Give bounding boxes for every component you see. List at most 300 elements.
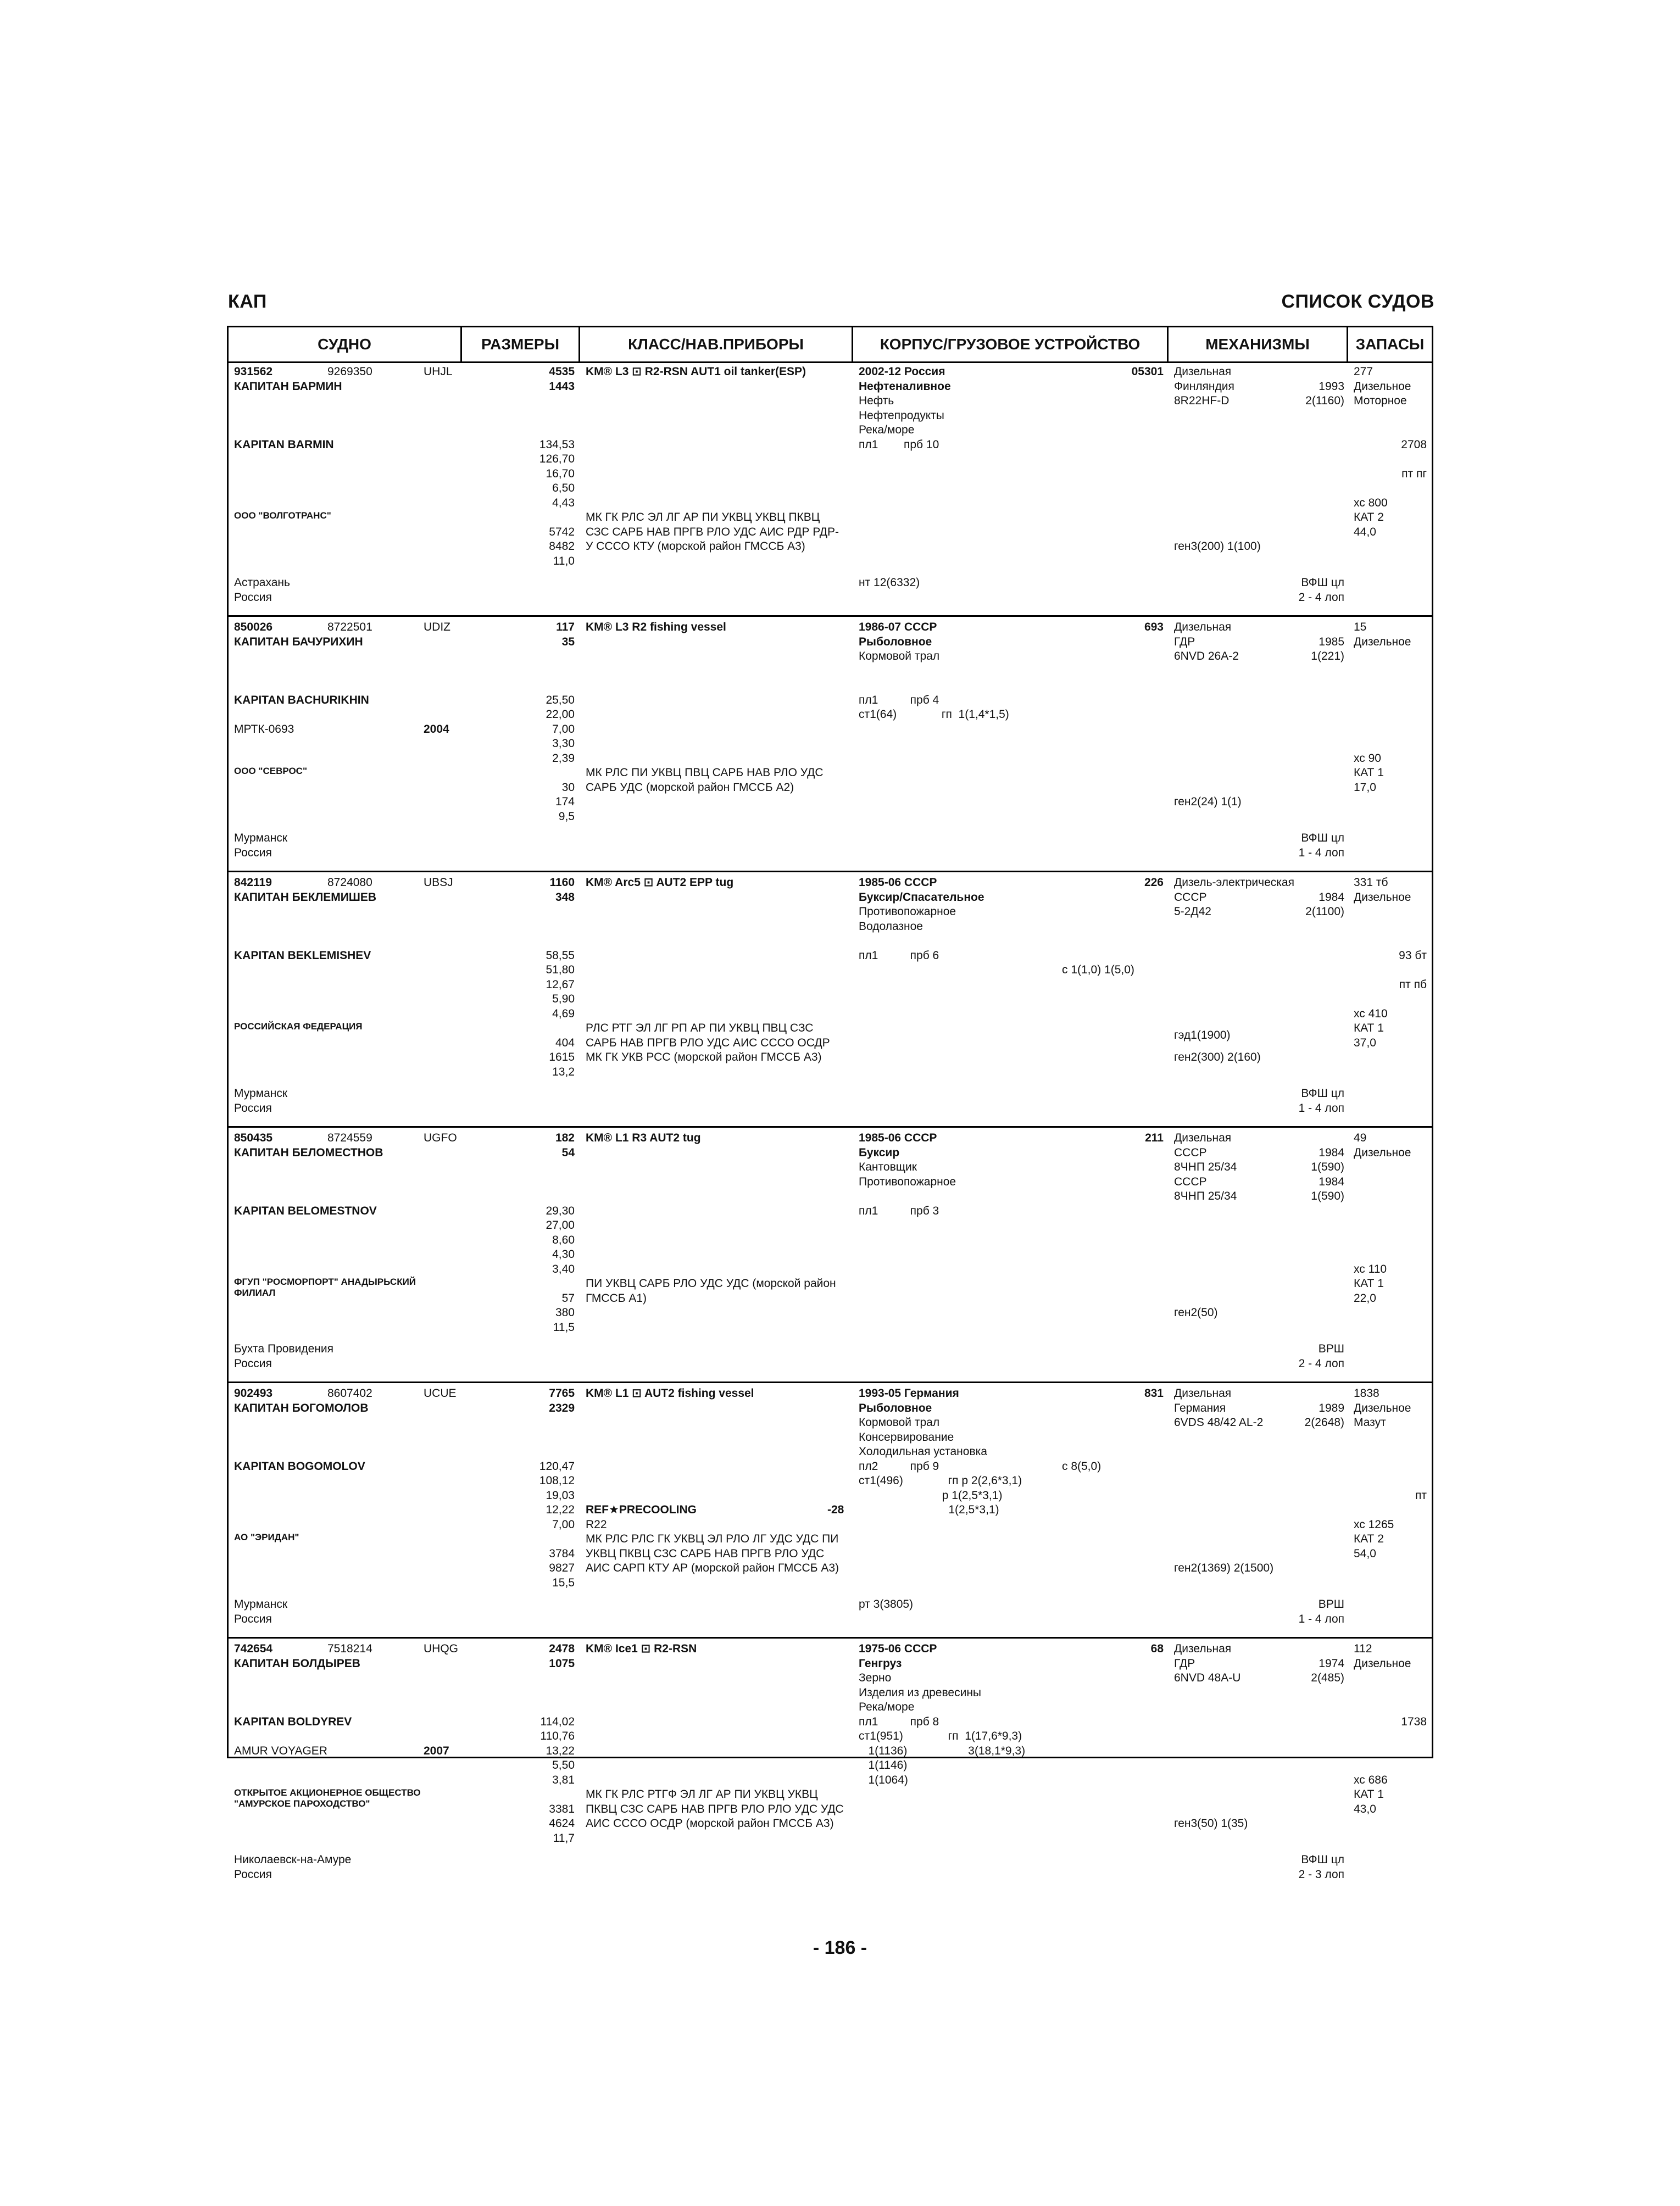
col-sizes: РАЗМЕРЫ [462,327,580,361]
hull-line: пл1 прб 6 [859,949,939,962]
size-value: 4624 [549,1817,575,1830]
engine-line: 8R22HF-D [1174,394,1230,407]
hull-line: Нефтепродукты [859,409,944,422]
hull-cell [859,1386,1164,1634]
col-ship: СУДНО [229,327,462,361]
propeller: ВФШ цл [1301,576,1344,589]
size-value: 7,00 [552,722,575,736]
col-class: КЛАСС/НАВ.ПРИБОРЫ [580,327,853,361]
sizes-cell [462,1131,575,1378]
stores-value: КАТ 1 [1354,1022,1384,1034]
stores-value: Дизельное [1354,635,1411,648]
size-value: 22,00 [546,708,575,721]
flag-country: Россия [234,846,272,859]
imo-number: 8607402 [327,1387,372,1400]
stores-value: 49 [1354,1132,1367,1144]
hull-line: пл1 прб 3 [859,1204,939,1217]
ship-entry [229,872,1432,1128]
size-value: 4,43 [552,496,575,509]
nav-equipment: МК РЛС РЛС ГК УКВЦ ЭЛ РЛО ЛГ УДС УДС ПИ УКВЦ ПКВЦ СЗС САРБ НАВ ПРГВ РЛО УДС АИС САРП КТУ АР (морской район ГМССБ А3) [586,1533,839,1574]
size-value: 54 [561,1146,575,1159]
hull-line: ст1(64) гп 1(1,4*1,5) [859,708,1009,721]
class-cell [586,1131,849,1378]
size-value: 174 [555,795,575,808]
ship-name-en: KAPITAN BOLDYREV [234,1715,352,1728]
stores-value: 112 [1354,1642,1372,1655]
ship-name-en: KAPITAN BARMIN [234,438,334,451]
stores-value: Моторное [1354,394,1407,407]
size-value: 4,30 [552,1248,575,1261]
stores-value: хс 686 [1354,1773,1388,1786]
size-value: 5,50 [552,1759,575,1772]
size-value: 12,22 [546,1503,575,1516]
size-value: 15,5 [552,1576,575,1589]
propeller: ВРШ [1318,1342,1344,1356]
size-value: 3,30 [552,737,575,750]
nav-equipment: РЛС РТГ ЭЛ ЛГ РП АР ПИ УКВЦ ПВЦ СЗС САРБ НАВ ПРГВ РЛО УДС АИС СССО ОСДР МК ГК УКВ РСС (морской район ГМССБ А3) [586,1022,830,1063]
engine-line: 6NVD 48A-U [1174,1672,1241,1684]
size-value: 27,00 [546,1219,575,1232]
engine-line: 8ЧНП 25/34 [1174,1190,1237,1202]
size-value: 13,22 [546,1744,575,1757]
size-value: 404 [555,1036,575,1049]
page-number: - 186 - [813,1937,867,1958]
engine-line: СССР [1174,1146,1207,1159]
ship-cell [234,365,459,612]
engine-line: 6NVD 26A-2 [1174,650,1239,662]
ship-entry [229,1128,1432,1383]
size-value: 117 [556,621,575,633]
reg-number: 850026 [234,621,273,633]
sizes-cell [462,620,575,867]
build-year-country: 1985-06 СССР [859,1132,937,1144]
size-value: 11,5 [553,1321,575,1334]
engine-line-value: 1985 [1319,635,1344,648]
size-value: 5742 [549,525,575,538]
imo-number: 8724080 [327,876,372,889]
hull-line: Буксир/Спасательное [859,890,984,904]
sizes-cell [462,365,575,612]
size-value: 2329 [549,1401,575,1414]
stores-value: 1838 [1354,1387,1379,1400]
imo-number: 8722501 [327,621,372,633]
ship-name-ru: КАПИТАН БОГОМОЛОВ [234,1401,369,1414]
stores-value: КАТ 1 [1354,1277,1384,1290]
size-value: 51,80 [546,963,575,976]
ref-temp: -28 [827,1503,844,1516]
stores-value: Дизельное [1354,890,1411,904]
home-port: Астрахань [234,576,290,589]
stores-value: КАТ 2 [1354,1533,1384,1545]
size-value: 9,5 [558,810,575,823]
ship-entry [229,617,1432,872]
call-sign: UHJL [424,365,453,378]
stores-value: пт пб [1399,978,1427,991]
hull-line: Кормовой трал [859,1416,940,1429]
hull-cell [859,876,1164,1123]
call-sign: UBSJ [424,876,453,889]
size-value: 4,69 [552,1007,575,1020]
size-value: 2478 [549,1642,575,1655]
hull-line: Кантовщик [859,1161,917,1173]
size-value: 1443 [549,380,575,393]
ship-entry [229,1639,1432,1894]
nav-equipment: МК ГК РЛС РТГФ ЭЛ ЛГ АР ПИ УКВЦ УКВЦ ПКВЦ СЗС САРБ НАВ ПРГВ РЛО РЛО УДС УДС АИС СССО ОСДР (морской район ГМССБ А3) [586,1788,844,1830]
stores-value: Мазут [1354,1416,1386,1429]
home-port: Мурманск [234,1087,288,1100]
call-sign: UCUE [424,1387,457,1400]
hull-line: Водолазное [859,920,923,933]
stores-value: пт пг [1401,467,1427,480]
column-header-row [229,327,1432,363]
imo-number: 8724559 [327,1132,372,1144]
size-value: 35 [561,635,575,648]
stores-cell [1354,876,1429,1123]
class-notation: KM® Ice1 ⊡ R2-RSN [586,1642,697,1655]
class-notation: KM® L1 R3 AUT2 tug [586,1132,701,1144]
stores-value: КАТ 2 [1354,511,1384,523]
engines-cell [1174,876,1344,1123]
class-notation: KM® Arc5 ⊡ AUT2 EPP tug [586,876,734,889]
stores-cell [1354,1386,1429,1634]
ship-cell [234,876,459,1123]
size-value: 5,90 [552,993,575,1005]
cargo-gear: с 8(5,0) [1062,1459,1102,1473]
size-value: 3784 [549,1547,575,1560]
size-value: 11,7 [553,1831,575,1845]
hull-line: Зерно [859,1672,892,1684]
ship-cell [234,1386,459,1634]
hull-line: Кормовой трал [859,650,940,662]
col-hull: КОРПУС/ГРУЗОВОЕ УСТРОЙСТВО [853,327,1169,361]
engine-line-value: 1(221) [1311,650,1344,662]
hull-line: 1(2,5*3,1) [859,1503,999,1516]
class-cell [586,365,849,612]
hull-line: пл1 прб 8 [859,1715,939,1728]
stores-cell [1354,620,1429,867]
call-sign: UDIZ [424,621,450,633]
hull-line: Рыболовное [859,635,932,648]
generators: ген2(50) [1174,1306,1218,1319]
propeller-blades: 1 - 4 лоп [1298,1101,1344,1115]
stores-value: 37,0 [1354,1036,1376,1049]
build-year-country: 1975-06 СССР [859,1642,937,1655]
size-value: 25,50 [546,693,575,706]
hull-line: р 1(2,5*3,1) [859,1489,1003,1502]
engine-line: СССР [1174,890,1207,904]
size-value: 3,40 [552,1262,575,1275]
size-value: 348 [555,890,575,904]
hull-cell [859,365,1164,612]
former-name-year: 2004 [424,722,449,736]
hull-line: Буксир [859,1146,900,1159]
yard-number: 211 [1145,1132,1164,1144]
generators: ген3(50) 1(35) [1174,1817,1248,1830]
hull-line: ст1(951) гп 1(17,6*9,3) [859,1730,1022,1742]
engines-cell [1174,365,1344,612]
imo-number: 9269350 [327,365,372,378]
engine-line: ГДР [1174,635,1195,648]
ship-name-en: KAPITAN BEKLEMISHEV [234,949,371,962]
propeller-blades: 1 - 4 лоп [1298,1612,1344,1625]
engine-line: Германия [1174,1401,1226,1414]
home-port: Бухта Провидения [234,1342,333,1356]
hull-line: Консервирование [859,1430,954,1444]
table-body [229,361,1432,1894]
stores-value: 1738 [1401,1715,1427,1728]
ship-name-ru: КАПИТАН БЕЛОМЕСТНОВ [234,1146,383,1159]
owner-name: ООО "СЕВРОС" [234,766,308,776]
hull-line: Противопожарное [859,1175,956,1188]
stores-value: 54,0 [1354,1547,1376,1560]
size-value: 29,30 [546,1204,575,1217]
generators: ген2(300) 2(160) [1174,1051,1261,1063]
engines-cell [1174,1386,1344,1634]
size-value: 114,02 [540,1715,575,1728]
engine-line-value: 1984 [1319,1146,1344,1159]
reg-number: 850435 [234,1132,273,1144]
size-value: 7765 [549,1387,575,1400]
size-value: 4535 [549,365,575,378]
flag-country: Россия [234,1101,272,1115]
stores-value: Дизельное [1354,1146,1411,1159]
stores-value: хс 90 [1354,751,1381,765]
build-year-country: 1993-05 Германия [859,1387,959,1400]
hull-line: 1(1064) [859,1773,908,1786]
stores-cell [1354,1642,1429,1891]
size-value: 182 [555,1132,575,1144]
propeller-blades: 2 - 3 лоп [1298,1868,1344,1881]
class-notation: KM® L3 R2 fishing vessel [586,621,726,633]
engine-type: Дизельная [1174,365,1232,378]
sizes-cell [462,1386,575,1634]
ship-cell [234,1131,459,1378]
col-engines: МЕХАНИЗМЫ [1169,327,1348,361]
col-stores: ЗАПАСЫ [1355,336,1425,353]
engine-line-value: 1984 [1319,1175,1344,1188]
former-name: МРТК-0693 [234,722,294,736]
hull-cell [859,620,1164,867]
flag-country: Россия [234,591,272,604]
ref-notation: REF★PRECOOLING [586,1503,697,1516]
owner-name: ФГУП "РОСМОРПОРТ" АНАДЫРЬСКИЙ ФИЛИАЛ [234,1277,416,1298]
size-value: 7,00 [552,1518,575,1531]
call-sign: UHQG [424,1642,458,1655]
hull-line: Противопожарное [859,905,956,918]
propeller-blades: 2 - 4 лоп [1298,591,1344,604]
engine-type: Дизельная [1174,1642,1232,1655]
hull-cell [859,1642,1164,1891]
ship-name-en: KAPITAN BELOMESTNOV [234,1204,377,1217]
build-year-country: 1986-07 СССР [859,621,937,633]
refrigerant: R22 [586,1518,607,1531]
engine-line: 6VDS 48/42 AL-2 [1174,1416,1264,1429]
hull-line: ст1(496) гп р 2(2,6*3,1) [859,1474,1022,1487]
size-value: 58,55 [546,949,575,962]
hull-line: Река/море [859,424,915,436]
stores-value: Дизельное [1354,1657,1411,1670]
former-name: AMUR VOYAGER [234,1744,327,1757]
class-notation: KM® L3 ⊡ R2-RSN AUT1 oil tanker(ESP) [586,365,806,378]
hull-line: пл2 прб 9 [859,1459,939,1473]
former-name-year: 2007 [424,1744,449,1757]
size-value: 11,0 [553,554,575,567]
stores-value: 43,0 [1354,1802,1376,1815]
stores-value: 15 [1354,621,1367,633]
size-value: 380 [555,1306,575,1319]
hull-line: пл1 прб 4 [859,693,939,706]
yard-number: 831 [1144,1387,1164,1400]
engine-type: Дизельная [1174,1387,1232,1400]
hull-line: 1(1146) [859,1759,908,1772]
ship-name-ru: КАПИТАН БОЛДЫРЕВ [234,1657,360,1670]
hull-cell [859,1131,1164,1378]
home-port: Мурманск [234,832,288,845]
ship-name-ru: КАПИТАН БЕКЛЕМИШЕВ [234,890,377,904]
owner-name: РОССИЙСКАЯ ФЕДЕРАЦИЯ [234,1021,363,1032]
stores-cell [1354,1131,1429,1378]
stores-value: Дизельное [1354,1401,1411,1414]
stores-value: КАТ 1 [1354,1788,1384,1801]
class-cell [586,1642,849,1891]
engine-line-value: 1974 [1319,1657,1344,1670]
engine-line-value: 1(590) [1311,1190,1344,1202]
size-value: 126,70 [539,453,575,465]
build-year-country: 2002-12 Россия [859,365,945,378]
stores-value: 22,0 [1354,1291,1376,1305]
engine-line: 8ЧНП 25/34 [1174,1161,1237,1173]
hull-line: Изделия из древесины [859,1686,982,1699]
engine-line-value: 1(590) [1311,1161,1344,1173]
hull-line: Нефть [859,394,894,407]
header-right: СПИСОК СУДОВ [1281,291,1434,312]
engines-cell [1174,620,1344,867]
stores-cell [1354,365,1429,612]
engine-type: Дизель-электрическая [1174,876,1294,889]
stores-value: 277 [1354,365,1373,378]
size-value: 108,12 [539,1474,575,1487]
tank-capacity: рт 3(3805) [859,1598,914,1611]
call-sign: UGFO [424,1132,457,1144]
build-year-country: 1985-06 СССР [859,876,937,889]
class-cell [586,876,849,1123]
owner-name: АО "ЭРИДАН" [234,1532,299,1542]
engine-line: ГДР [1174,1657,1195,1670]
size-value: 120,47 [539,1459,575,1473]
ship-entry [229,361,1432,617]
size-value: 134,53 [539,438,575,451]
reg-number: 842119 [234,876,272,889]
size-value: 1160 [549,876,575,889]
generators: ген2(24) 1(1) [1174,795,1242,808]
generators: ген2(1369) 2(1500) [1174,1562,1274,1574]
engines-cell [1174,1642,1344,1891]
ship-name-ru: КАПИТАН БАЧУРИХИН [234,635,363,648]
hull-line: Генгруз [859,1657,902,1670]
engine-type: Дизельная [1174,1132,1232,1144]
stores-value: КАТ 1 [1354,766,1384,779]
cargo-gear: с 1(1,0) 1(5,0) [1062,963,1134,976]
size-value: 12,67 [546,978,575,991]
home-port: Николаевск-на-Амуре [234,1853,352,1867]
flag-country: Россия [234,1868,272,1881]
hull-line: Рыболовное [859,1401,932,1414]
electric-motor: гэд1(1900) [1174,1029,1231,1042]
flag-country: Россия [234,1612,272,1625]
stores-value: хс 1265 [1354,1518,1394,1531]
propeller: ВФШ цл [1301,1853,1344,1867]
stores-value: 2708 [1401,438,1427,451]
imo-number: 7518214 [327,1642,372,1655]
engines-cell [1174,1131,1344,1378]
generators: ген3(200) 1(100) [1174,540,1261,553]
stores-value: 93 бт [1399,949,1427,962]
ship-name-en: KAPITAN BACHURIKHIN [234,693,369,706]
propeller: ВФШ цл [1301,832,1344,845]
size-value: 16,70 [546,467,575,480]
size-value: 9827 [549,1562,575,1574]
stores-value: пт [1415,1489,1427,1502]
size-value: 1075 [549,1657,575,1670]
hull-line: Нефтеналивное [859,380,951,393]
yard-number: 68 [1150,1642,1164,1655]
engine-line-value: 1984 [1319,890,1344,904]
yard-number: 693 [1144,621,1164,633]
engine-line-value: 2(485) [1311,1672,1344,1684]
class-cell [586,620,849,867]
engine-line-value: 1989 [1319,1401,1344,1414]
engine-line-value: 2(1100) [1305,905,1344,918]
sizes-cell [462,1642,575,1891]
tank-capacity: нт 12(6332) [859,576,920,589]
ship-table [227,326,1433,1881]
propeller: ВРШ [1318,1598,1344,1611]
hull-line: Река/море [859,1701,915,1713]
hull-line: 1(1136) 3(18,1*9,3) [859,1744,1026,1757]
size-value: 3,81 [552,1773,575,1786]
size-value: 57 [561,1291,575,1305]
class-cell [586,1386,849,1634]
home-port: Мурманск [234,1598,288,1611]
size-value: 1615 [549,1051,575,1063]
header-left: КАП [228,291,267,312]
engine-line: Финляндия [1174,380,1234,393]
nav-equipment: МК РЛС ПИ УКВЦ ПВЦ САРБ НАВ РЛО УДС САРБ УДС (морской район ГМССБ А2) [586,766,824,794]
size-value: 30 [561,781,575,794]
flag-country: Россия [234,1357,272,1370]
engine-line-value: 2(1160) [1305,394,1344,407]
owner-name: ОТКРЫТОЕ АКЦИОНЕРНОЕ ОБЩЕСТВО "АМУРСКОЕ ПАРОХОДСТВО" [234,1787,421,1809]
owner-name: ООО "ВОЛГОТРАНС" [234,510,331,521]
stores-value: хс 410 [1354,1007,1388,1020]
engine-line-value: 2(2648) [1304,1416,1344,1429]
ship-cell [234,620,459,867]
engine-type: Дизельная [1174,621,1232,633]
reg-number: 931562 [234,365,273,378]
hull-line: пл1 прб 10 [859,438,939,451]
hull-line: Холодильная установка [859,1445,987,1458]
size-value: 2,39 [552,751,575,765]
propeller: ВФШ цл [1301,1087,1344,1100]
stores-value: 17,0 [1354,781,1376,794]
propeller-blades: 2 - 4 лоп [1298,1357,1344,1370]
size-value: 110,76 [540,1730,575,1742]
size-value: 3381 [549,1802,575,1815]
stores-value: хс 110 [1354,1262,1387,1275]
size-value: 19,03 [546,1489,575,1502]
nav-equipment: ПИ УКВЦ САРБ РЛО УДС УДС (морской район ГМССБ А1) [586,1277,836,1305]
stores-value: Дизельное [1354,380,1411,393]
